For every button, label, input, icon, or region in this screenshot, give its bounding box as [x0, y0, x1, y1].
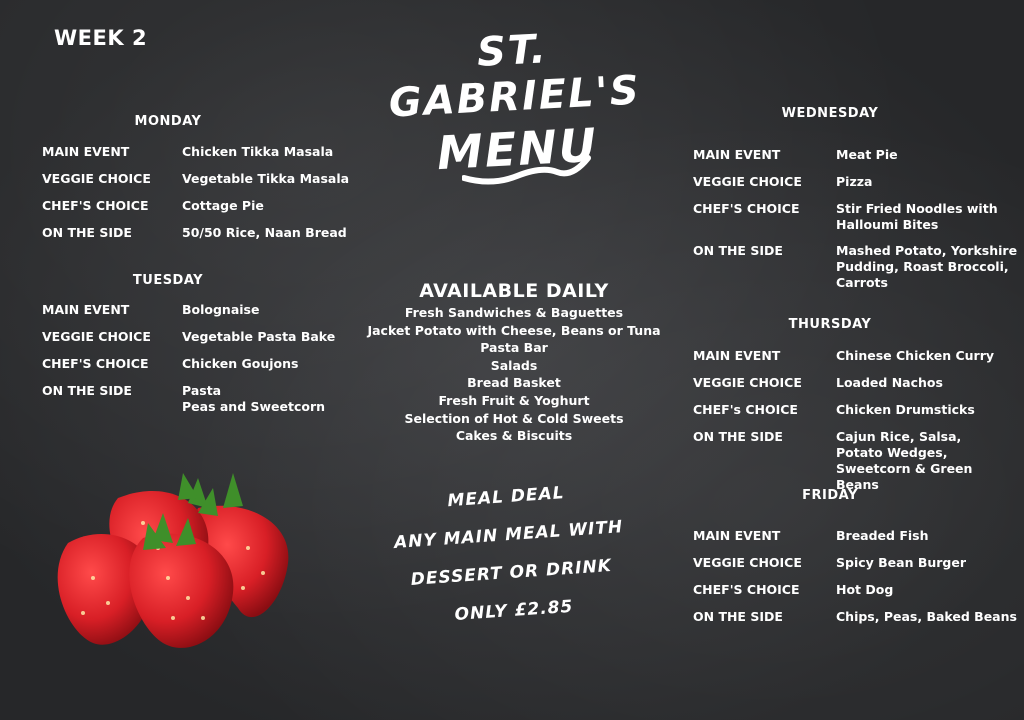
- list-item: Salads: [490, 357, 538, 373]
- dish-name: Chinese Chicken Curry: [836, 348, 995, 363]
- list-item: Fresh Fruit & Yoghurt: [438, 392, 590, 408]
- meal-deal-price: ONLY £2.85: [453, 596, 574, 625]
- meal-deal-line: ANY MAIN MEAL WITH: [393, 517, 624, 554]
- dish-name: Bolognaise: [182, 302, 260, 317]
- swoosh-underline: [462, 150, 592, 190]
- category-label: MAIN EVENT: [693, 147, 781, 162]
- category-label: CHEF'S CHOICE: [42, 198, 149, 213]
- category-label: CHEF'S CHOICE: [42, 356, 149, 371]
- day-heading-wednesday: WEDNESDAY: [781, 106, 879, 121]
- dish-name: Vegetable Tikka Masala: [182, 171, 350, 186]
- category-label: VEGGIE CHOICE: [42, 171, 151, 186]
- available-daily-title: AVAILABLE DAILY: [419, 280, 609, 302]
- dish-name: Chicken Drumsticks: [836, 402, 975, 417]
- dish-name: Spicy Bean Burger: [836, 555, 967, 570]
- category-label: MAIN EVENT: [693, 348, 781, 363]
- category-label: ON THE SIDE: [42, 225, 132, 240]
- dish-name: 50/50 Rice, Naan Bread: [182, 225, 347, 240]
- dish-name: Cottage Pie: [182, 198, 264, 213]
- day-heading-monday: MONDAY: [134, 114, 202, 129]
- day-heading-thursday: THURSDAY: [788, 317, 872, 332]
- dish-name: Meat Pie: [836, 147, 898, 162]
- menu-title-line2: MENU: [435, 117, 600, 181]
- category-label: CHEF's CHOICE: [693, 402, 798, 417]
- list-item: Cakes & Biscuits: [455, 428, 573, 444]
- dish-name: Stir Fried Noodles with Halloumi Bites: [836, 201, 998, 232]
- dish-name: Vegetable Pasta Bake: [182, 329, 336, 344]
- strawberries-illustration: [48, 468, 308, 658]
- dish-name: Mashed Potato, Yorkshire Pudding, Roast Broccoli, Carrots: [836, 243, 1018, 290]
- category-label: VEGGIE CHOICE: [42, 329, 151, 344]
- dish-name: Breaded Fish: [836, 528, 929, 543]
- category-label: ON THE SIDE: [693, 429, 783, 444]
- category-label: ON THE SIDE: [693, 609, 783, 624]
- dish-name: Loaded Nachos: [836, 375, 943, 390]
- list-item: Pasta Bar: [480, 340, 548, 356]
- dish-name: Pasta Peas and Sweetcorn: [182, 383, 326, 414]
- meal-deal-line: DESSERT OR DRINK: [410, 555, 613, 590]
- meal-deal-line: MEAL DEAL: [446, 483, 566, 512]
- dish-name: Chicken Goujons: [182, 356, 299, 371]
- list-item: Fresh Sandwiches & Baguettes: [404, 305, 624, 320]
- category-label: MAIN EVENT: [42, 302, 130, 317]
- list-item: Bread Basket: [467, 375, 561, 391]
- category-label: VEGGIE CHOICE: [693, 174, 802, 189]
- menu-title-line1: ST. GABRIEL'S: [387, 26, 642, 127]
- day-heading-friday: FRIDAY: [802, 488, 858, 503]
- dish-name: Chicken Tikka Masala: [182, 144, 334, 159]
- category-label: VEGGIE CHOICE: [693, 375, 802, 390]
- category-label: CHEF'S CHOICE: [693, 201, 800, 216]
- category-label: CHEF'S CHOICE: [693, 582, 800, 597]
- category-label: ON THE SIDE: [693, 243, 783, 258]
- list-item: Jacket Potato with Cheese, Beans or Tuna: [367, 322, 661, 338]
- dish-name: Chips, Peas, Baked Beans: [836, 609, 1017, 624]
- category-label: VEGGIE CHOICE: [693, 555, 802, 570]
- available-daily-list: [350, 304, 678, 445]
- dish-name: Pizza: [836, 174, 873, 189]
- day-heading-tuesday: TUESDAY: [132, 273, 204, 288]
- category-label: ON THE SIDE: [42, 383, 132, 398]
- meal-deal: [375, 469, 645, 639]
- category-label: MAIN EVENT: [42, 144, 130, 159]
- dish-name: Cajun Rice, Salsa, Potato Wedges, Sweetcorn & Green Beans: [836, 429, 973, 492]
- list-item: Selection of Hot & Cold Sweets: [404, 410, 624, 426]
- category-label: MAIN EVENT: [693, 528, 781, 543]
- week-label: WEEK 2: [54, 26, 148, 50]
- dish-name: Hot Dog: [836, 582, 894, 597]
